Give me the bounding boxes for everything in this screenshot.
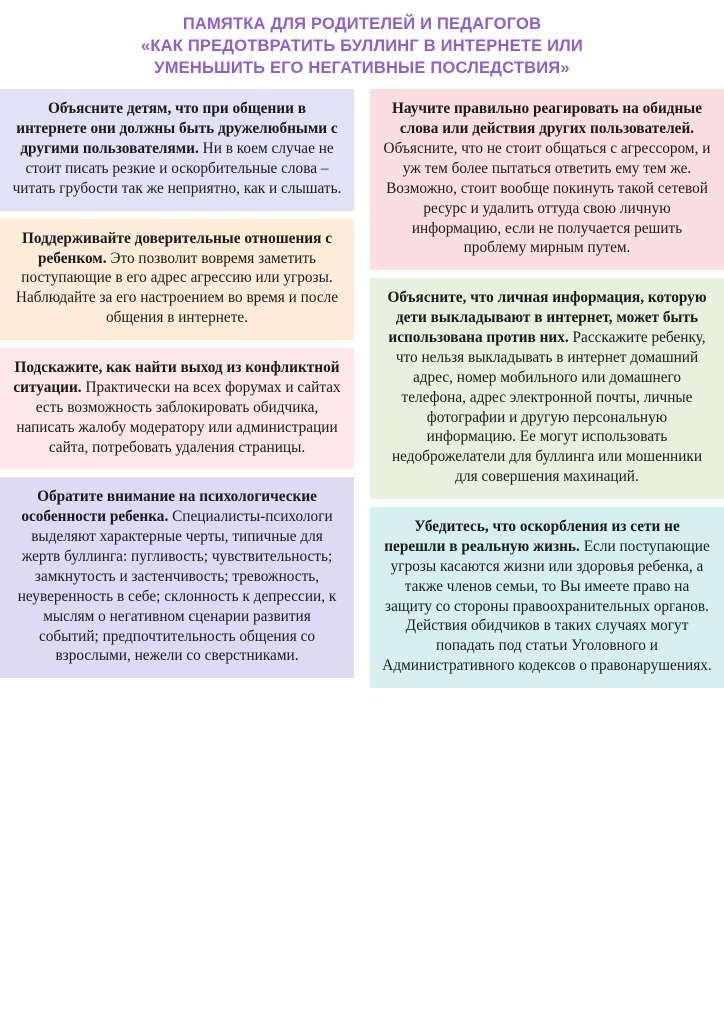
card-lead: Научите правильно реагировать на обидные слова или действия других пользователей. bbox=[391, 100, 703, 138]
card-body: Это позволит вовремя заметить поступающие в его адрес агрессию или угрозы. Наблюдайте за его настроением во время и после общения в интернете. bbox=[15, 249, 339, 327]
page-title-line-2: «КАК ПРЕДОТВРАТИТЬ БУЛЛИНГ В ИНТЕРНЕТЕ ИЛИ bbox=[141, 36, 583, 55]
card-lead: Убедитесь, что оскорбления из сети не перешли в реальную жизнь. bbox=[384, 518, 680, 555]
card-lead: Обратите внимание на психологические особенности ребенка. bbox=[21, 488, 317, 526]
card-body: Расскажите ребенку, что нельзя выкладывать в интернет домашний адрес, номер мобильного или домашнего телефона, адрес электронной почты, личные фотографии и другую персональную информацию. Ее могут использовать недоброжелатели для буллинга или мошенники для совершения махинаций. bbox=[391, 329, 706, 486]
card-trusting-relationship bbox=[0, 219, 354, 340]
card-body: Практически на всех форумах и сайтах есть возможность заблокировать обидчика, написать жалобу модератору или администрации сайта, потребовать удаления страницы. bbox=[16, 378, 341, 456]
cards-columns bbox=[0, 89, 724, 688]
page-title bbox=[0, 0, 724, 89]
card-text bbox=[12, 487, 342, 666]
card-lead: Объясните, что личная информация, которую дети выкладывают в интернет, может быть использована против них. bbox=[387, 289, 707, 347]
card-personal-information bbox=[370, 278, 724, 499]
card-body: Если поступающие угрозы касаются жизни или здоровья ребенка, а также членов семьи, то Вы имеете право на защиту со стороны правоохранительных органов. Действия обидчиков в таких случаях могут попадать под статьи Уголовного и Административного кодексов о правонарушениях. bbox=[382, 537, 712, 675]
card-body: Специалисты-психологи выделяют характерные черты, типичные для жертв буллинга: пугливость; чувствительность; замкнутость и застенчивость; тревожность, неуверенность в себе; склонность к депрессии, к мыслям о негативном сценарии развития событий; предпочтительность общения со взрослыми, нежели со сверстниками. bbox=[17, 508, 337, 665]
card-lead: Объясните детям, что при общении в интернете они должны быть дружелюбными с другими пользователями. bbox=[16, 100, 338, 158]
card-conflict-exit bbox=[0, 348, 354, 469]
card-lead: Подскажите, как найти выход из конфликтной ситуации. bbox=[13, 359, 340, 396]
page-title-line-1: ПАМЯТКА ДЛЯ РОДИТЕЛЕЙ И ПЕДАГОГОВ bbox=[182, 15, 542, 33]
page-title-line-3: УМЕНЬШИТЬ ЕГО НЕГАТИВНЫЕ ПОСЛЕДСТВИЯ» bbox=[154, 58, 570, 77]
card-psychological-traits bbox=[0, 477, 354, 678]
card-text bbox=[12, 358, 342, 457]
card-lead: Поддерживайте доверительные отношения с ребенком. bbox=[21, 229, 332, 267]
card-text bbox=[382, 517, 712, 676]
card-text bbox=[12, 229, 342, 328]
card-react-to-offense bbox=[370, 89, 724, 270]
left-column bbox=[0, 89, 354, 678]
right-column bbox=[370, 89, 724, 688]
card-text bbox=[382, 288, 712, 487]
card-friendly-communication bbox=[0, 89, 354, 210]
card-text bbox=[12, 99, 342, 198]
card-body: Ни в коем случае не стоит писать резкие и оскорбительные слова – читать грубости так же неприятно, как и слышать. bbox=[12, 140, 342, 197]
card-offline-safety bbox=[370, 507, 724, 688]
card-text bbox=[382, 99, 712, 258]
card-body: Объясните, что не стоит общаться с агрессором, и уж тем более пытаться ответить ему тем же. Возможно, стоит вообще покинуть такой сетевой ресурс и удалить оттуда свою личную информацию, если не получается решить проблему мирным путем. bbox=[383, 140, 711, 257]
